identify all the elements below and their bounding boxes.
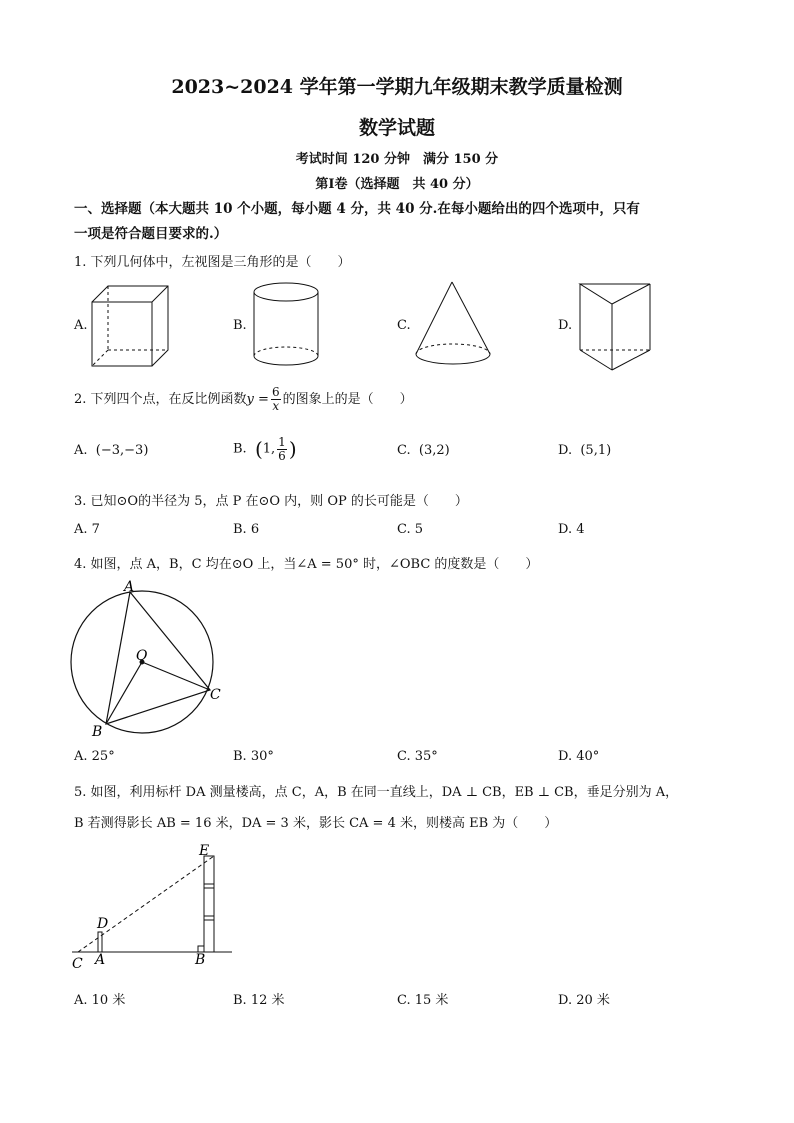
q5-stem-line2: B 若测得影长 AB = 16 米，DA = 3 米，影长 CA = 4 米，则楼高 EB 为（ ） [74,816,558,831]
q2-fraction [271,386,281,413]
q2-option-d-value: (5,1) [580,443,612,458]
q2-option-a: A. (−3,−3) [74,443,149,458]
q2-stem [74,380,413,420]
section-heading-line1: 一、选择题（本大题共 10 个小题，每小题 4 分，共 40 分.在每小题给出的四个选项中，只有 [74,201,640,217]
q2-fraction-den: x [272,399,280,413]
q4-option-c: C. 35° [397,749,438,764]
cylinder-figure [250,280,322,372]
triangular-prism-figure [576,280,656,374]
q5-stem-line1: 5. 如图，利用标杆 DA 测量楼高，点 C，A，B 在同一直线上，DA ⊥ CB，EB ⊥ CB，垂足分别为 A， [74,785,679,800]
exam-meta: 考试时间 120 分钟 满分 150 分 [295,152,499,167]
q5-option-a: A. 10 米 [74,993,126,1008]
q2-option-a-value: (−3,−3) [95,443,149,458]
q3-option-d: D. 4 [558,522,585,537]
q3-option-b: B. 6 [233,522,260,537]
q1-option-b: B. [233,318,247,333]
cube-figure [88,282,174,372]
label-c: C [72,956,83,972]
label-e: E [199,843,210,859]
q2-stem-post: 的图象上的是（ ） [282,392,413,407]
q2-stem-pre: 2. 下列四个点，在反比例函数 [74,392,247,407]
q3-option-a: A. 7 [74,522,100,537]
q2-option-d: D. (5,1) [558,443,612,458]
label-b: B [92,724,103,740]
q4-option-a: A. 25° [74,749,115,764]
q5-option-d: D. 20 米 [558,993,610,1008]
exam-subtitle: 数学试题 [358,117,435,139]
exam-title: 2023~2024 学年第一学期九年级期末教学质量检测 [171,76,623,98]
q1-option-c: C. [397,318,411,333]
building-measurement-figure [68,840,238,974]
section-heading-line2: 一项是符合题目要求的.） [74,226,228,242]
q3-stem: 3. 已知⊙O的半径为 5，点 P 在⊙O 内，则 OP 的长可能是（ ） [74,494,468,509]
label-a: A [95,952,106,968]
circle-triangle-figure [64,578,234,742]
label-d: D [97,916,109,932]
q1-option-d: D. [558,318,573,333]
label-c: C [210,687,221,703]
q1-stem: 1. 下列几何体中，左视图是三角形的是（ ） [74,255,351,270]
q3-option-c: C. 5 [397,522,424,537]
cone-figure [412,278,496,372]
volume-heading: 第Ⅰ卷（选择题 共 40 分） [315,177,479,192]
q2-option-b-fraction: $\frac{1}{6}$ [278,434,286,463]
q4-option-d: D. 40° [558,749,600,764]
q4-option-b: B. 30° [233,749,274,764]
q2-option-c: C. (3,2) [397,443,450,458]
q2-equals: = [258,392,269,407]
q1-option-a: A. [74,318,88,333]
q2-option-b: B. (1, $\frac{1}{6}$ ) [233,434,297,463]
label-a: A [124,579,135,595]
q2-option-b-value: 1, [262,441,276,457]
q5-option-c: C. 15 米 [397,993,449,1008]
label-o: O [136,648,148,664]
q2-option-c-value: (3,2) [418,443,450,458]
q2-var-y: y [246,392,254,407]
q2-fraction-num: 6 [271,385,280,399]
label-b: B [195,952,206,968]
q4-stem: 4. 如图，点 A，B，C 均在⊙O 上，当∠A = 50° 时，∠OBC 的度数是（ ） [74,557,539,572]
q5-option-b: B. 12 米 [233,993,285,1008]
